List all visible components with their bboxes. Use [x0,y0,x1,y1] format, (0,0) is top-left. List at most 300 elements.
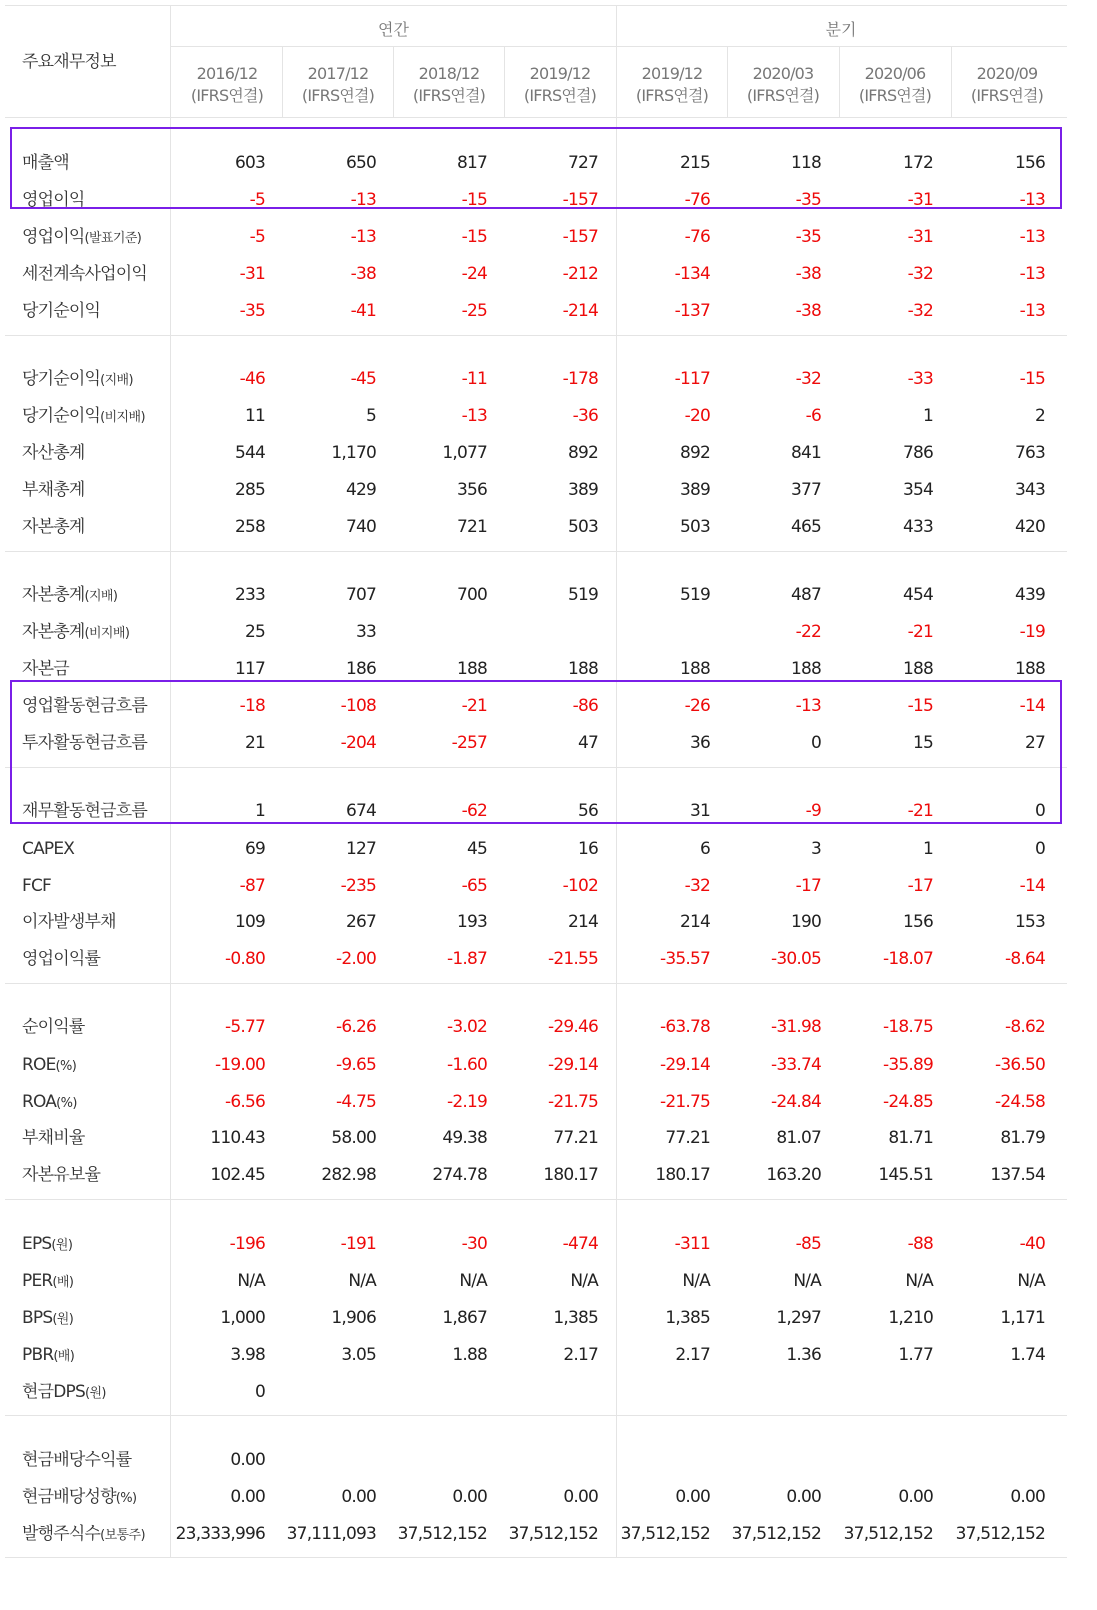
table-cell: -24 [461,264,487,284]
table-cell: 1.36 [786,1345,821,1365]
table-cell: 377 [790,480,821,500]
table-cell: 0.00 [230,1487,265,1507]
row-label-main: 자본총계 [22,585,85,605]
row-label-qualifier: (보통주) [100,1528,145,1543]
table-cell: -85 [795,1234,821,1254]
table-cell: 11 [244,406,265,426]
table-cell: -4.75 [336,1092,376,1112]
table-cell: 180.17 [543,1165,598,1185]
table-cell: 69 [244,839,265,859]
table-cell: -257 [451,733,487,753]
table-cell: -15 [461,227,487,247]
table-cell: 1.77 [898,1345,933,1365]
table-cell: -38 [795,264,821,284]
row-divider [5,1557,1067,1558]
column-period: 2016/12 [196,64,258,83]
table-cell: 0.00 [341,1487,376,1507]
row-divider [5,1415,1067,1416]
table-cell: 1,385 [665,1308,710,1328]
row-label-main: 영업활동현금흐름 [22,696,147,716]
table-cell: -1.60 [447,1055,487,1075]
table-cell: 1,170 [331,443,376,463]
table-cell: -31 [907,190,933,210]
highlight-box-cashflow [10,680,1062,824]
table-cell: -62 [461,801,487,821]
row-label-main: 현금배당수익률 [22,1450,132,1470]
table-cell: 145.51 [878,1165,933,1185]
row-label-main: PER [22,1271,53,1291]
group-annual: 연간 [378,20,409,39]
row-label-main: 현금배당성향 [22,1487,116,1507]
table-cell: 77.21 [665,1128,710,1148]
table-cell: -13 [795,696,821,716]
table-cell: -33.74 [770,1055,821,1075]
row-label [22,406,145,428]
table-cell: -117 [674,369,710,389]
table-cell: -21 [461,696,487,716]
table-cell: 1,906 [331,1308,376,1328]
table-cell: 0 [810,733,821,753]
table-cell: 721 [456,517,487,537]
table-cell: 81.07 [776,1128,821,1148]
row-label [22,1128,85,1148]
row-label [22,876,51,896]
row-label-main: ROA [22,1092,57,1112]
column-header [282,63,394,107]
table-cell: -15 [907,696,933,716]
row-divider [5,551,1067,552]
column-header [616,63,728,107]
table-cell: 354 [902,480,933,500]
table-cell: 356 [456,480,487,500]
row-divider [5,5,1067,6]
table-cell: N/A [905,1271,933,1291]
row-divider [5,117,1067,118]
table-cell: -191 [340,1234,376,1254]
table-cell: 786 [902,443,933,463]
row-label-main: 영업이익률 [22,949,101,969]
table-cell: 153 [1014,912,1045,932]
row-label-main: CAPEX [22,839,75,859]
column-header [171,63,283,107]
column-header [727,63,839,107]
column-period: 2018/12 [418,64,480,83]
table-cell: 31 [689,801,710,821]
table-cell: 267 [345,912,376,932]
table-cell: -18.75 [882,1017,933,1037]
table-cell: -8.62 [1005,1017,1045,1037]
row-label-main: 순이익률 [22,1017,85,1037]
row-label-main: 투자활동현금흐름 [22,733,147,753]
row-label-main: 재무활동현금흐름 [22,801,147,821]
table-cell: 389 [679,480,710,500]
table-cell: -2.00 [336,949,376,969]
table-cell: 58.00 [331,1128,376,1148]
table-cell: -6.56 [225,1092,265,1112]
table-cell: 389 [567,480,598,500]
table-cell: -13 [350,190,376,210]
table-cell: -22 [795,622,821,642]
row-label [22,517,85,537]
table-cell: -20 [684,406,710,426]
table-cell: -157 [562,227,598,247]
table-cell: 1,077 [442,443,487,463]
table-cell: -31 [239,264,265,284]
table-cell: 37,512,152 [508,1524,598,1544]
table-cell: 45 [466,839,487,859]
table-cell: 49.38 [442,1128,487,1148]
row-label-main: 매출액 [22,153,69,173]
table-cell: 1,171 [1000,1308,1045,1328]
table-cell: 841 [790,443,821,463]
table-cell: 0 [1034,801,1045,821]
table-cell: 429 [345,480,376,500]
row-label-main: 부채총계 [22,480,85,500]
table-cell: 215 [679,153,710,173]
table-cell: -474 [562,1234,598,1254]
table-cell: -8.64 [1005,949,1045,969]
table-cell: 274.78 [432,1165,487,1185]
table-cell: -21 [907,622,933,642]
table-cell: -134 [674,264,710,284]
table-cell: 37,512,152 [731,1524,821,1544]
row-label-main: 당기순이익 [22,301,101,321]
row-label-main: 자본총계 [22,622,85,642]
row-label-main: 영업이익 [22,190,85,210]
table-cell: 674 [345,801,376,821]
row-label [22,1234,72,1256]
table-cell: 118 [790,153,821,173]
column-period: 2019/12 [529,64,591,83]
row-label-main: 자산총계 [22,443,85,463]
table-cell: -32 [907,301,933,321]
row-label [22,301,100,321]
table-cell: -32 [684,876,710,896]
table-cell: 233 [234,585,265,605]
row-label [22,622,129,644]
column-basis: (IFRS연결) [190,86,264,105]
table-cell: -204 [340,733,376,753]
table-cell: -17 [795,876,821,896]
table-cell: -5 [249,190,265,210]
row-label-qualifier: (비지배) [84,626,130,641]
row-label-qualifier: (원) [84,1386,106,1401]
table-cell: 0.00 [230,1450,265,1470]
table-cell: -13 [350,227,376,247]
row-label [22,1017,85,1037]
row-label-qualifier: (%) [115,1491,137,1506]
table-cell: 0 [1034,839,1045,859]
row-label-qualifier: (배) [53,1349,75,1364]
table-cell: 77.21 [553,1128,598,1148]
table-cell: 56 [577,801,598,821]
table-cell: 817 [456,153,487,173]
table-cell: -1.87 [447,949,487,969]
table-cell: 285 [234,480,265,500]
table-cell: -17 [907,876,933,896]
table-cell: -3.02 [447,1017,487,1037]
table-cell: 0.00 [452,1487,487,1507]
row-label-main: FCF [22,876,52,896]
row-label-main: 영업이익 [22,227,85,247]
row-label [22,227,141,249]
table-cell: -38 [795,301,821,321]
table-cell: 102.45 [210,1165,265,1185]
table-cell: -35.89 [882,1055,933,1075]
table-cell: 127 [345,839,376,859]
table-cell: -311 [674,1234,710,1254]
table-cell: 3 [810,839,821,859]
row-label [22,1450,131,1470]
table-cell: -0.80 [225,949,265,969]
table-cell: 0.00 [563,1487,598,1507]
table-cell: 763 [1014,443,1045,463]
table-cell: -11 [461,369,487,389]
table-cell: 110.43 [210,1128,265,1148]
table-cell: N/A [793,1271,821,1291]
table-cell: -35 [795,227,821,247]
table-cell: -196 [229,1234,265,1254]
table-cell: 343 [1014,480,1045,500]
table-cell: -24.84 [770,1092,821,1112]
table-cell: 519 [679,585,710,605]
table-cell: -21 [907,801,933,821]
row-label-qualifier: (지배) [100,373,133,388]
table-cell: -6 [805,406,821,426]
column-basis: (IFRS연결) [301,86,375,105]
table-cell: 503 [679,517,710,537]
table-cell: -13 [1019,264,1045,284]
table-cell: -18.07 [882,949,933,969]
row-label [22,1345,74,1367]
table-cell: -212 [562,264,598,284]
row-label-main: 현금DPS [22,1382,85,1402]
table-cell: 454 [902,585,933,605]
row-label [22,1308,73,1330]
row-label [22,1271,73,1293]
table-cell: 37,111,093 [286,1524,376,1544]
table-cell: 465 [790,517,821,537]
table-cell: 47 [577,733,598,753]
highlight-box-revenue-profit [10,127,1062,209]
table-cell: 37,512,152 [955,1524,1045,1544]
column-period: 2020/09 [976,64,1038,83]
table-cell: 188 [790,659,821,679]
column-header [504,63,616,107]
row-label-qualifier: (%) [56,1096,77,1111]
table-cell: -15 [1019,369,1045,389]
column-period: 2020/06 [864,64,926,83]
table-cell: 6 [699,839,710,859]
table-cell: 156 [1014,153,1045,173]
table-cell: 188 [902,659,933,679]
table-cell: 282.98 [321,1165,376,1185]
group-quarterly: 분기 [825,20,857,39]
table-cell: 81.71 [888,1128,933,1148]
table-cell: N/A [570,1271,598,1291]
table-cell: N/A [348,1271,376,1291]
table-cell: 1,000 [220,1308,265,1328]
table-cell: 186 [345,659,376,679]
table-cell: -9 [805,801,821,821]
table-cell: -157 [562,190,598,210]
table-cell: -65 [461,876,487,896]
row-label-main: 이자발생부채 [22,912,116,932]
table-cell: -35 [239,301,265,321]
table-cell: -178 [562,369,598,389]
row-label [22,1055,76,1077]
table-cell: 0 [254,1382,265,1402]
row-label-main: 발행주식수 [22,1524,101,1544]
table-cell: 36 [689,733,710,753]
table-cell: 700 [456,585,487,605]
row-label [22,912,116,932]
row-label-qualifier: (%) [55,1059,77,1074]
table-cell: -41 [350,301,376,321]
column-divider [504,46,505,117]
table-cell: 156 [902,912,933,932]
table-cell: -5.77 [225,1017,265,1037]
table-cell: -36.50 [994,1055,1045,1075]
table-cell: 109 [234,912,265,932]
table-cell: -14 [1019,696,1045,716]
row-label-qualifier: (원) [51,1238,73,1253]
table-cell: 188 [456,659,487,679]
row-label-main: 당기순이익 [22,369,101,389]
table-cell: -87 [239,876,265,896]
row-label [22,949,100,969]
table-cell: 544 [234,443,265,463]
column-basis: (IFRS연결) [746,86,820,105]
table-cell: -137 [674,301,710,321]
column-basis: (IFRS연결) [412,86,486,105]
column-basis: (IFRS연결) [970,86,1044,105]
table-cell: -19.00 [214,1055,265,1075]
column-period: 2020/03 [752,64,814,83]
table-cell: -13 [1019,227,1045,247]
table-cell: -21.55 [547,949,598,969]
table-cell: -31 [907,227,933,247]
table-cell: -5 [249,227,265,247]
table-cell: 2 [1034,406,1045,426]
table-cell: 1 [922,839,933,859]
row-label-qualifier: (비지배) [100,410,145,425]
table-cell: 190 [790,912,821,932]
column-header [839,63,951,107]
table-cell: 3.05 [341,1345,376,1365]
table-cell: -40 [1019,1234,1045,1254]
row-label [22,1487,136,1509]
table-cell: -76 [684,227,710,247]
table-cell: -19 [1019,622,1045,642]
table-title: 주요재무정보 [22,52,116,72]
table-cell: -108 [340,696,376,716]
table-cell: -21.75 [659,1092,710,1112]
row-label [22,585,117,607]
table-cell: 3.98 [230,1345,265,1365]
row-label-qualifier: (배) [52,1275,74,1290]
table-cell: N/A [459,1271,487,1291]
row-label [22,264,147,284]
table-cell: -29.46 [547,1017,598,1037]
row-label [22,659,69,679]
table-cell: 25 [244,622,265,642]
table-cell: 439 [1014,585,1045,605]
table-cell: 1 [254,801,265,821]
table-cell: -15 [461,190,487,210]
row-label-main: PBR [22,1345,54,1365]
table-cell: 117 [234,659,265,679]
column-divider [839,46,840,117]
table-cell: 1,210 [888,1308,933,1328]
table-cell: -45 [350,369,376,389]
row-label [22,1382,106,1404]
row-label-qualifier: (지배) [84,589,118,604]
table-cell: 188 [567,659,598,679]
table-cell: 1,385 [553,1308,598,1328]
table-cell: -102 [562,876,598,896]
table-cell: -63.78 [659,1017,710,1037]
table-cell: 1.88 [452,1345,487,1365]
table-cell: 650 [345,153,376,173]
table-cell: 0.00 [786,1487,821,1507]
table-cell: -35.57 [659,949,710,969]
table-cell: 180.17 [655,1165,710,1185]
table-cell: 33 [355,622,376,642]
table-cell: 1,867 [442,1308,487,1328]
table-cell: 37,512,152 [843,1524,933,1544]
table-cell: 1,297 [776,1308,821,1328]
row-label-main: 부채비율 [22,1128,85,1148]
table-cell: -36 [572,406,598,426]
row-label [22,480,85,500]
table-cell: 420 [1014,517,1045,537]
column-basis: (IFRS연결) [858,86,932,105]
row-label [22,443,85,463]
table-cell: -38 [350,264,376,284]
table-cell: 37,512,152 [620,1524,710,1544]
table-cell: -31.98 [770,1017,821,1037]
table-cell: 1.74 [1010,1345,1045,1365]
column-header [951,63,1063,107]
table-cell: -13 [461,406,487,426]
table-cell: 16 [577,839,598,859]
row-label-main: 세전계속사업이익 [22,264,147,284]
row-divider [171,46,1067,47]
column-basis: (IFRS연결) [635,86,709,105]
row-label [22,369,133,391]
table-cell: 27 [1024,733,1045,753]
table-cell: -13 [1019,190,1045,210]
table-cell: -6.26 [336,1017,376,1037]
table-cell: 81.79 [1000,1128,1045,1148]
table-cell: 214 [567,912,598,932]
row-label [22,1165,100,1185]
table-cell: -24.58 [994,1092,1045,1112]
table-cell: 23,333,996 [175,1524,265,1544]
table-cell: 487 [790,585,821,605]
row-label-qualifier: (발표기준) [84,231,142,246]
table-cell: 0.00 [1010,1487,1045,1507]
row-label-main: 자본유보율 [22,1165,101,1185]
table-cell: -214 [562,301,598,321]
table-cell: 433 [902,517,933,537]
table-cell: -18 [239,696,265,716]
table-cell: -32 [907,264,933,284]
row-label-qualifier: (원) [52,1312,74,1327]
table-cell: 727 [567,153,598,173]
row-divider [5,983,1067,984]
